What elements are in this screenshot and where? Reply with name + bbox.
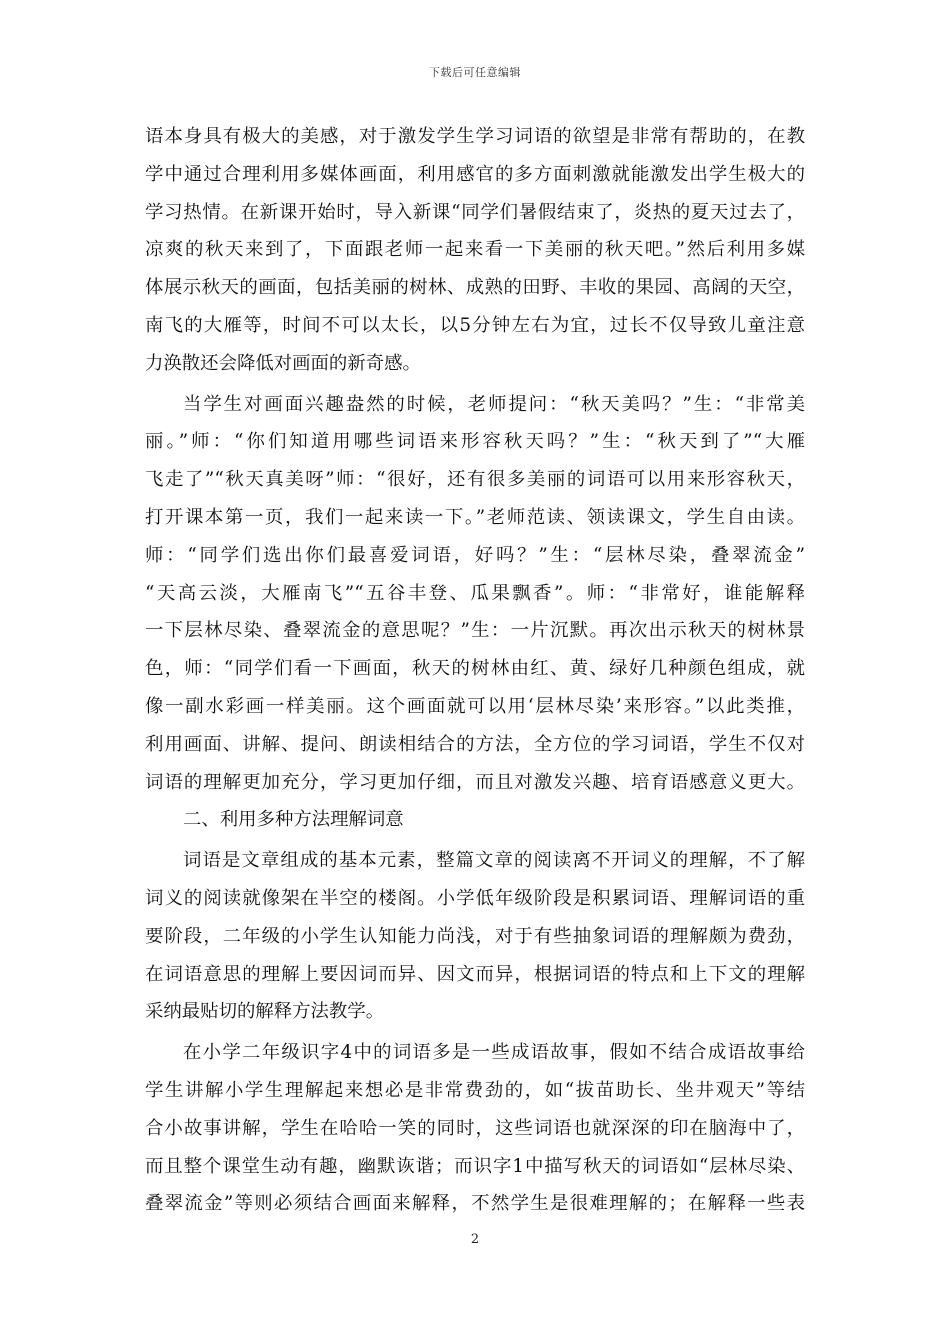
- text-line: 学中通过合理利用多媒体画面，利用感官的多方面刺激就能激发出学生极大的: [145, 163, 805, 185]
- text-line: 南飞的大雁等，时间不可以太长，以5分钟左右为宜，过长不仅导致儿童注意: [145, 314, 805, 336]
- text-line: 采纳最贴切的解释方法教学。: [145, 1001, 385, 1023]
- text-line: 学习热情。在新课开始时，导入新课“同学们暑假结束了，炎热的夏天过去了，: [145, 201, 805, 223]
- text-line: 力涣散还会降低对画面的新奇感。: [145, 352, 421, 374]
- text-line: 体展示秋天的画面，包括美丽的树林、成熟的田野、丰收的果园、高阔的天空，: [145, 277, 805, 299]
- text-line: 学生讲解小学生理解起来想必是非常费劲的，如“拔苗助长、坐井观天”等结: [145, 1079, 805, 1101]
- paragraph: [145, 1034, 805, 1223]
- text-line: 在词语意思的理解上要因词而异、因文而异，根据词语的特点和上下文的理解: [145, 963, 805, 985]
- text-line: 要阶段，二年级的小学生认知能力尚浅，对于有些抽象词语的理解颇为费劲，: [145, 925, 805, 947]
- text-line: 色，师：“同学们看一下画面，秋天的树林由红、黄、绿好几种颜色组成，就: [145, 658, 805, 680]
- text-line: 丽。”师：“你们知道用哪些词语来形容秋天吗？”生：“秋天到了”“大雁: [145, 431, 805, 453]
- text-line: 词语的理解更加充分，学习更加仔细，而且对激发兴趣、培育语感意义更大。: [145, 771, 805, 793]
- document-body: [145, 118, 805, 1223]
- text-line: “天高云淡，大雁南飞”“五谷丰登、瓜果飘香”。师：“非常好，谁能解释: [145, 582, 805, 604]
- text-line: 当学生对画面兴趣盎然的时候，老师提问：“秋天美吗？”生：“非常美: [183, 393, 805, 415]
- text-line: 在小学二年级识字4中的词语多是一些成语故事，假如不结合成语故事给: [183, 1042, 805, 1064]
- paragraph: [145, 386, 805, 802]
- text-line: 语本身具有极大的美感，对于激发学生学习词语的欲望是非常有帮助的，在教: [145, 126, 805, 147]
- section-heading-text: 二、利用多种方法理解词意: [183, 809, 404, 831]
- text-line: 而且整个课堂生动有趣，幽默诙谐；而识字1中描写秋天的词语如“层林尽染、: [145, 1155, 805, 1177]
- text-line: 合小故事讲解，学生在哈哈一笑的同时，这些词语也就深深的印在脑海中了，: [145, 1117, 805, 1139]
- paragraph: [145, 842, 805, 1031]
- text-line: 凉爽的秋天来到了，下面跟老师一起来看一下美丽的秋天吧。”然后利用多媒: [145, 239, 805, 261]
- paragraph: [145, 118, 805, 383]
- section-heading: [145, 801, 805, 839]
- text-line: 打开课本第一页，我们一起来读一下。”老师范读、领读课文，学生自由读。: [145, 506, 805, 528]
- text-line: 师：“同学们选出你们最喜爱词语，好吗？”生：“层林尽染，叠翠流金”: [145, 544, 805, 566]
- text-line: 像一副水彩画一样美丽。这个画面就可以用‘层林尽染’来形容。”以此类推，: [145, 695, 805, 717]
- page-number: 2: [470, 1232, 480, 1247]
- text-line: 利用画面、讲解、提问、朗读相结合的方法，全方位的学习词语，学生不仅对: [145, 733, 805, 755]
- text-line: 飞走了”“秋天真美呀”师：“很好，还有很多美丽的词语可以用来形容秋天，: [145, 469, 805, 491]
- page-header: 下载后可任意编辑: [429, 66, 521, 79]
- text-line: 词义的阅读就像架在半空的楼阁。小学低年级阶段是积累词语、理解词语的重: [145, 887, 805, 909]
- text-line: 词语是文章组成的基本元素，整篇文章的阅读离不开词义的理解，不了解: [183, 850, 805, 872]
- text-line: 叠翠流金”等则必须结合画面来解释，不然学生是很难理解的；在解释一些表: [145, 1193, 805, 1215]
- text-line: 一下层林尽染、叠翠流金的意思呢？”生：一片沉默。再次出示秋天的树林景: [145, 620, 805, 642]
